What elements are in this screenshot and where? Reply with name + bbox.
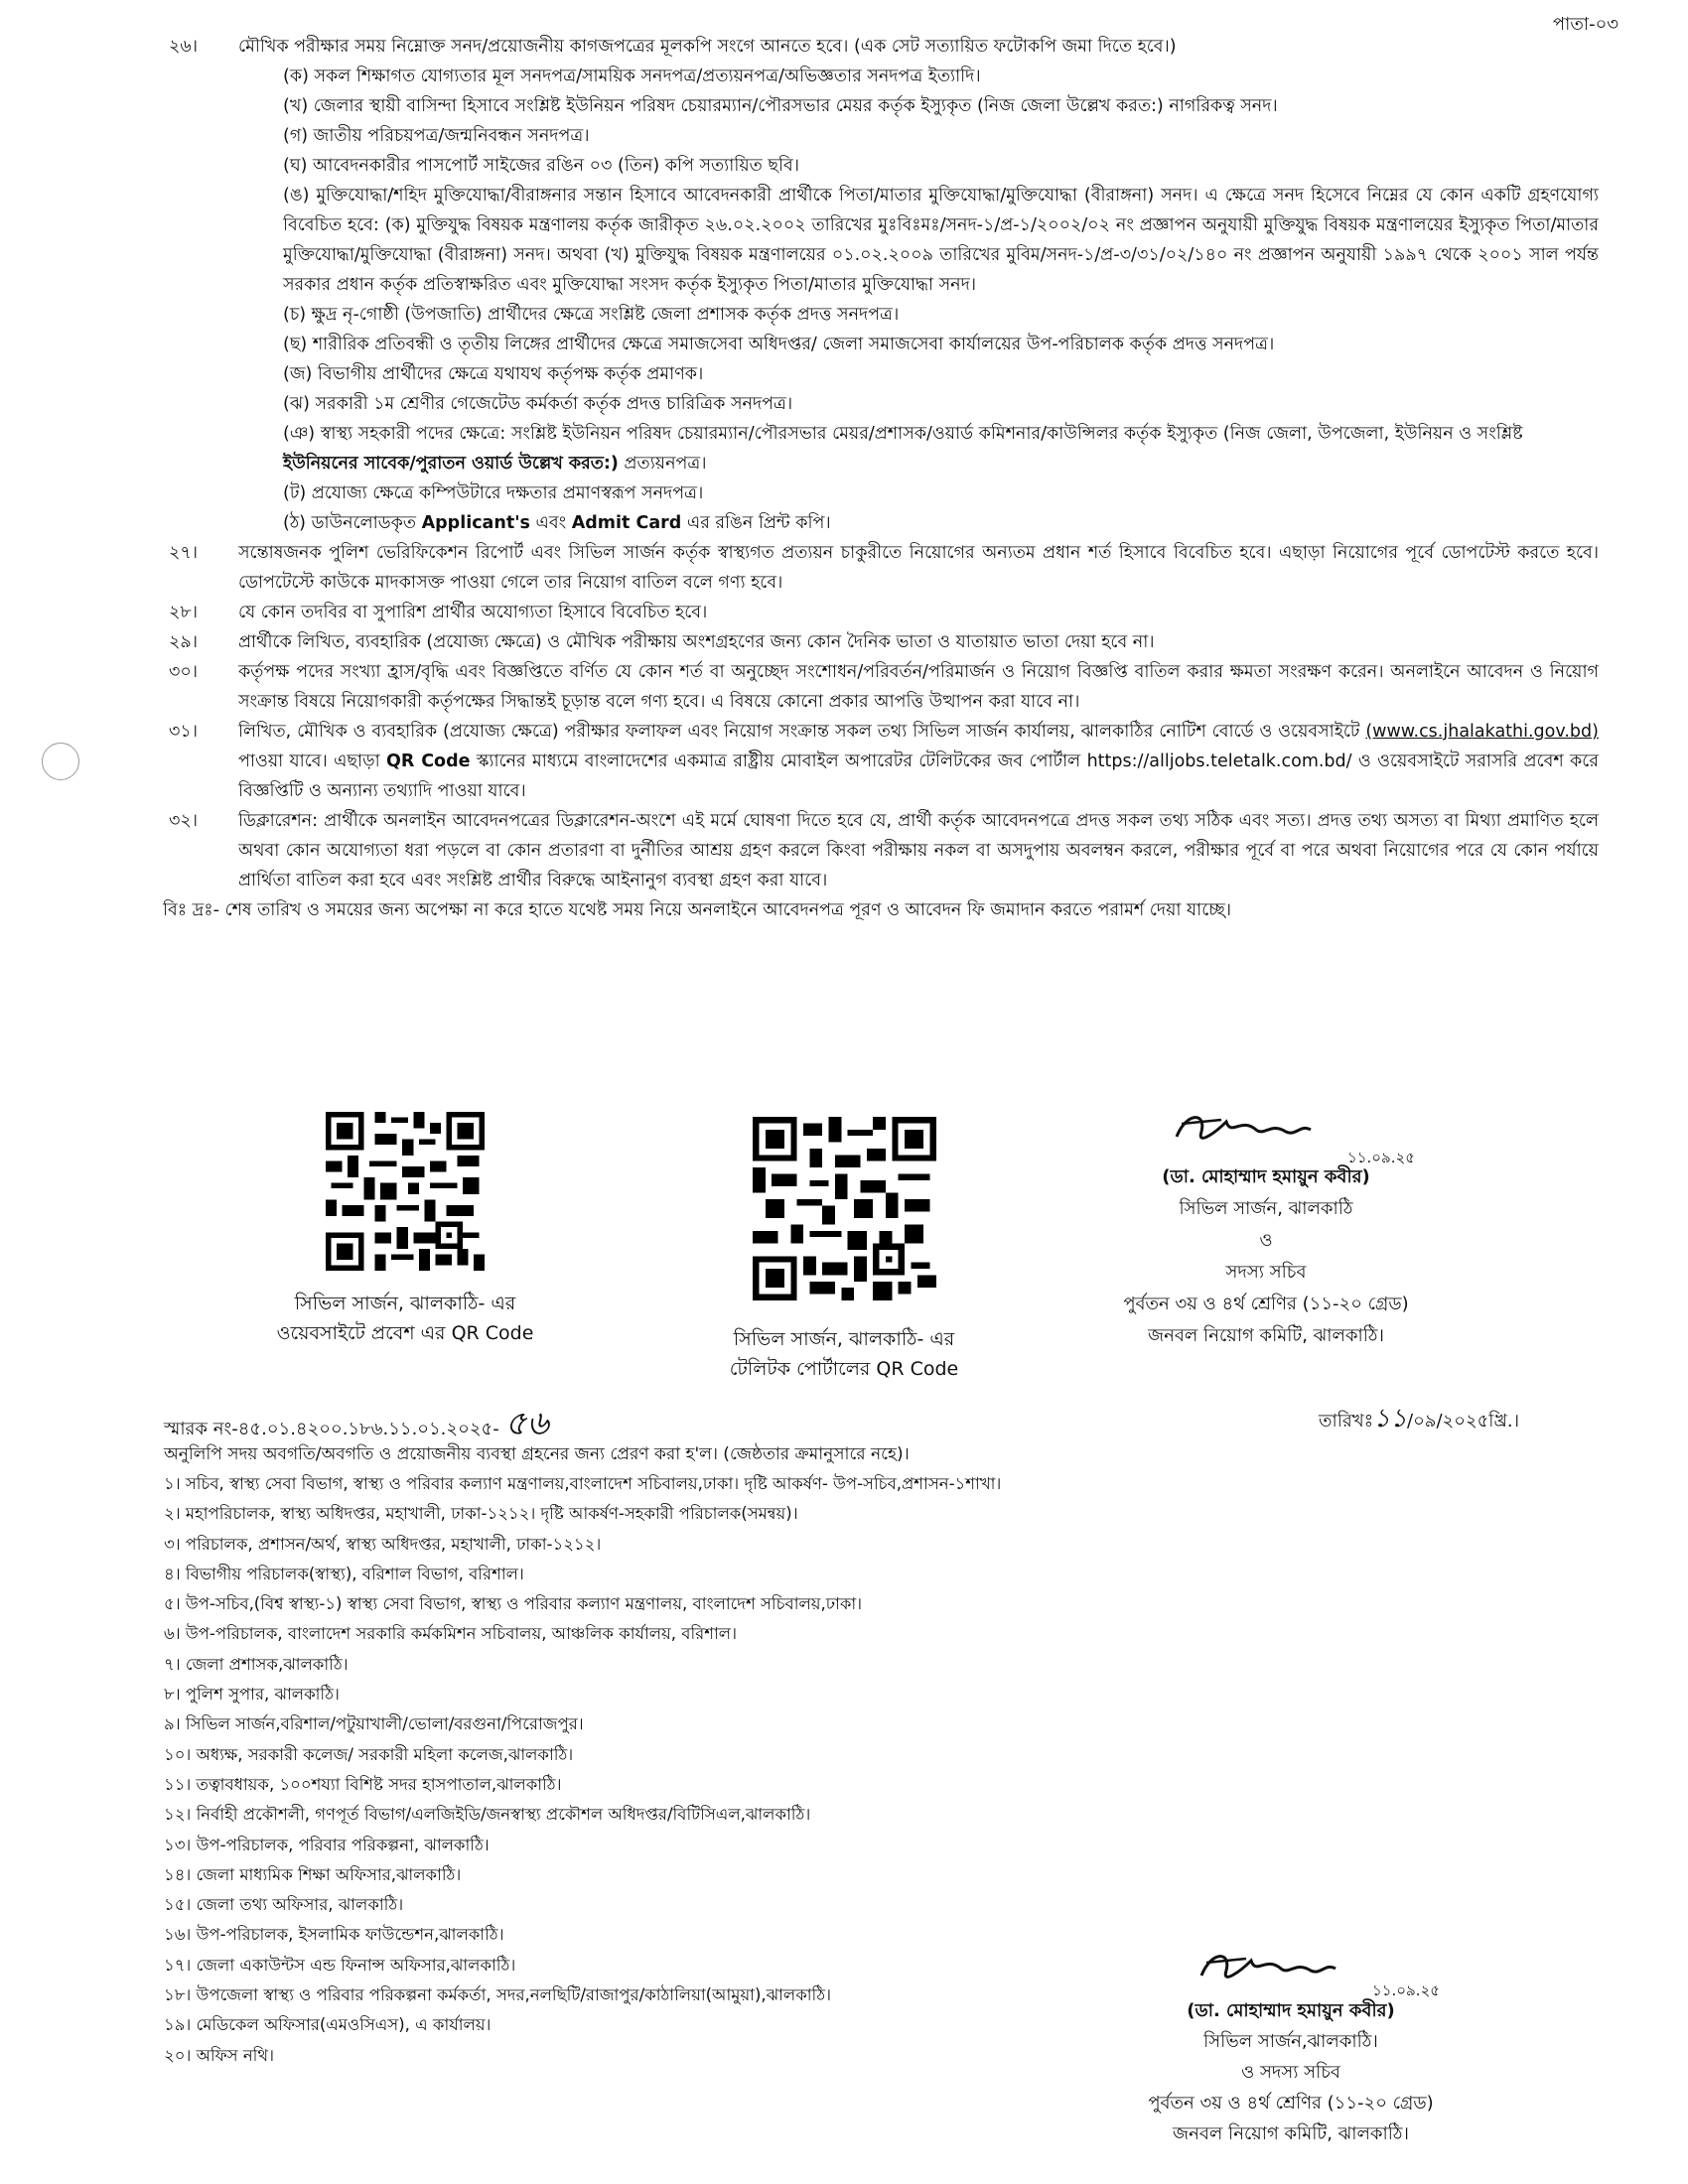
subitem-ta: (ট) প্রযোজ্য ক্ষেত্রে কম্পিউটারে দক্ষতার প্রমাণস্বরূপ সনদপত্র। (283, 483, 704, 503)
item-text (238, 717, 1599, 806)
website-link[interactable]: (www.cs.jhalakathi.gov.bd) (1365, 722, 1599, 742)
punch-hole-mark (42, 743, 79, 780)
item-text: যে কোন তদবির বা সুপারিশ প্রার্থীর অযোগ্যতা হিসাবে বিবেচিত হবে। (238, 603, 708, 622)
item-31-text-c: স্ক্যানের মাধ্যমে বাংলাদেশের একমাত্র রাষ্ট্রীয় মোবাইল অপারেটর টেলিটকের জব পোর্টাল (476, 751, 1081, 771)
item-number: ২৭। (169, 543, 199, 563)
item-31 (169, 717, 1599, 806)
cc-item: ২০। অফিস নথি। (164, 2045, 274, 2065)
subitem-ka: (ক) সকল শিক্ষাগত যোগ্যতার মূল সনদপত্র/সাময়িক সনদপত্র/প্রত্যয়নপত্র/অভিজ্ঞতার সনদপত্র ইত্যাদি। (283, 67, 981, 86)
item-number: ২৬। (169, 37, 199, 57)
subitem-kha: (খ) জেলার স্থায়ী বাসিন্দা হিসাবে সংশ্লিষ্ট ইউনিয়ন পরিষদ চেয়ারম্যান/পৌরসভার মেয়র কর্তৃক ইস্যুকৃত (নিজ জেলা উল্লেখ করত:) নাগরিকত্ব সনদ। (283, 96, 1278, 116)
item-28 (169, 598, 1599, 627)
signatory-title4: জনবল নিয়োগ কমিটি, ঝালকাঠি। (1173, 2123, 1409, 2144)
cc-item: ১১। তত্বাবধায়ক, ১০০শয্যা বিশিষ্ট সদর হাসপাতাল,ঝালকাঠি। (164, 1774, 562, 1794)
subitem-tha-end: এর রঙিন প্রিন্ট কপি। (686, 513, 831, 533)
signatory-name: (ডা. মোহাম্মাদ হমায়ুন কবীর) (1187, 2000, 1395, 2021)
item-text: ডিক্লারেশন: প্রার্থীকে অনলাইন আবেদনপত্রের ডিক্লারেশন-অংশে এই মর্মে ঘোষণা দিতে হবে যে, প্রার্থী কর্তৃক আবেদনপত্রে প্রদত্ত সকল তথ্য সঠিক এবং সত্য। প্রদত্ত তথ্য অসত্য বা মিথ্যা প্রমাণিত হলে অথবা কোন অযোগ্যতা ধরা পড়লে বা কোন প্রতারণা বা দুর্নীতির আশ্রয় গ্রহণ করলে কিংবা পরীক্ষায় নকল বা অসদুপায় অবলম্বন করলে, পরীক্ষার পূর্বে বা পরে অথবা নিয়োগের পরে যে কোন পর্যায়ে প্রার্থিতা বাতিল করা হবে এবং সংশ্লিষ্ট প্রার্থীর বিরুদ্ধে আইনানুগ ব্যবস্থা গ্রহণ করা যাবে। (238, 811, 1599, 890)
cc-item: ১২। নির্বাহী প্রকৌশলী, গণপূর্ত বিভাগ/এলজিইডি/জনস্বাস্থ্য প্রকৌশল অধিদপ্তর/বিটিসিএল,ঝালকাঠি। (164, 1805, 811, 1825)
signatory-title2: সদস্য সচিব (1225, 1262, 1307, 1283)
subitem-cha: (চ) ক্ষুদ্র নৃ-গোষ্ঠী (উপজাতি) প্রার্থীদের ক্ষেত্রে সংশ্লিষ্ট জেলা প্রশাসক কর্তৃক প্রদত্ত সনদপত্র। (283, 305, 900, 325)
date-rest: /০৯/২০২৫খ্রি.। (1407, 1411, 1519, 1432)
item-number: ২৯। (169, 632, 198, 652)
signatory-and: ও (1259, 1230, 1273, 1251)
signature-date: ১১.০৯.২৫ (1372, 1981, 1440, 1999)
subitem-ga: (গ) জাতীয় পরিচয়পত্র/জন্মনিবন্ধন সনদপত্র। (283, 126, 590, 146)
qr-block-website (256, 1112, 554, 1348)
signatory-title3: পুর্বতন ৩য় ও ৪র্থ শ্রেণির (১১-২০ গ্রেড) (1148, 2093, 1434, 2114)
subitem-tha-bold2: Admit Card (571, 513, 682, 533)
item-27 (169, 538, 1599, 598)
subitem-chha: (ছ) শারীরিক প্রতিবন্ধী ও তৃতীয় লিঙ্গের প্রার্থীদের ক্ষেত্রে সমাজসেবা অধিদপ্তর/ জেলা সমাজসেবা কার্যালয়ের উপ-পরিচালক কর্তৃক প্রদত্ত সনদপত্র। (283, 335, 1275, 354)
signature-block-bottom (1102, 1946, 1479, 2149)
subitem-nya-bold: ইউনিয়নের সাবেক/পুরাতন ওয়ার্ড উল্লেখ করত:) (283, 454, 619, 474)
qr-teletalk-caption-line2 (685, 1354, 1003, 1384)
subitem-tha-text: (ঠ) ডাউনলোডকৃত (283, 513, 417, 533)
item-number: ৩২। (169, 811, 199, 831)
signatory-name: (ডা. মোহাম্মাদ হমায়ুন কবীর) (1162, 1166, 1370, 1187)
item-31-text-d: ও ওয়েবসাইটে সরাসরি প্রবেশ করে বিজ্ঞপ্তিটি ও অন্যান্য তথ্যাদি পাওয়া যাবে। (238, 751, 1599, 801)
signatory-title1: সিভিল সার্জন,ঝালকাঠি। (1203, 2031, 1378, 2052)
signatory-and: ও সদস্য সচিব (1241, 2062, 1340, 2083)
signatory-title4: জনবল নিয়োগ কমিটি, ঝালকাঠি। (1148, 1325, 1384, 1346)
subitem-gha: (ঘ) আবেদনকারীর পাসপোর্ট সাইজের রঙিন ০৩ (তিন) কপি সত্যায়িত ছবি। (283, 156, 799, 176)
item-number: ২৮। (169, 603, 198, 622)
cc-item: ১৯। মেডিকেল অফিসার(এমওসিএস), এ কার্যালয়। (164, 2015, 492, 2035)
cc-item: ২। মহাপরিচালক, স্বাস্থ্য অধিদপ্তর, মহাখালী, ঢাকা-১২১২। দৃষ্টি আকর্ষণ-সহকারী পরিচালক(সমন্বয়)। (164, 1504, 798, 1524)
cc-item: ৬। উপ-পরিচালক, বাংলাদেশ সরকারি কর্মকমিশন সচিবালয়, আঞ্চলিক কার্যালয়, বরিশাল। (164, 1624, 737, 1644)
required-documents-list (283, 62, 1599, 538)
subitem-tha-bold: Applicant's (421, 513, 530, 533)
subitem-jha: (ঝ) সরকারী ১ম শ্রেণীর গেজেটেড কর্মকর্তা কর্তৃক প্রদত্ত চারিত্রিক সনদপত্র। (283, 394, 793, 414)
item-text: সন্তোষজনক পুলিশ ভেরিফিকেশন রিপোর্ট এবং সিভিল সার্জন কর্তৃক স্বাস্থ্যগত প্রত্যয়ন চাকুরীতে নিয়োগের অন্যতম প্রধান শর্ত হিসাবে বিবেচিত হবে। এছাড়া নিয়োগের পূর্বে ডোপটেস্ট করতে হবে। ডোপটেস্টে কাউকে মাদকাসক্ত পাওয়া গেলে তার নিয়োগ বাতিল বলে গণ্য হবে। (238, 543, 1599, 593)
cc-item: ১৬। উপ-পরিচালক, ইসলামিক ফাউন্ডেশন,ঝালকাঠি। (164, 1925, 504, 1945)
item-number: ৩১। (169, 722, 198, 742)
qr-teletalk-caption-text: টেলিটক পোর্টালের (729, 1358, 871, 1380)
cc-item: ৯। সিভিল সার্জন,বরিশাল/পটুয়াখালী/ভোলা/বরগুনা/পিরোজপুর। (164, 1714, 584, 1734)
qr-code-website-icon[interactable] (326, 1112, 485, 1271)
cc-item: ১৩। উপ-পরিচালক, পরিবার পরিকল্পনা, ঝালকাঠি। (164, 1835, 490, 1854)
date-line (1319, 1398, 1519, 1441)
item-30 (169, 657, 1599, 717)
cc-item: ৫। উপ-সচিব,(বিশ্ব স্বাস্থ্য-১) স্বাস্থ্য সেবা বিভাগ, স্বাস্থ্য ও পরিবার কল্যাণ মন্ত্রণালয়, বাংলাদেশ সচিবালয়,ঢাকা। (164, 1594, 863, 1614)
item-29 (169, 627, 1599, 657)
subitem-ja: (জ) বিভাগীয় প্রার্থীদের ক্ষেত্রে যথাযথ কর্তৃপক্ষ কর্তৃক প্রমাণক। (283, 364, 704, 384)
item-31-qr-word: QR Code (385, 751, 471, 771)
cc-intro: অনুলিপি সদয় অবগতি/অবগতি ও প্রয়োজনীয় ব্যবস্থা গ্রহনের জন্য প্রেরণ করা হ'ল। (জেষ্ঠতার ক্রমানুসারে নহে)। (164, 1444, 910, 1464)
subitem-nya (283, 419, 1599, 478)
qr-website-caption-line2 (256, 1318, 554, 1348)
item-32 (169, 806, 1599, 895)
qr-teletalk-caption-qr: QR Code (876, 1358, 959, 1380)
teletalk-link[interactable]: https://alljobs.teletalk.com.bd/ (1086, 751, 1352, 771)
item-26 (169, 32, 1599, 62)
page-number: পাতা-০৩ (1552, 14, 1618, 35)
signatory-title1: সিভিল সার্জন, ঝালকাঠি (1179, 1198, 1353, 1219)
cc-item: ৪। বিভাগীয় পরিচালক(স্বাস্থ্য), বরিশাল বিভাগ, বরিশাল। (164, 1564, 524, 1583)
item-text: মৌখিক পরীক্ষার সময় নিম্নোক্ত সনদ/প্রয়োজনীয় কাগজপত্রের মূলকপি সংগে আনতে হবে। (এক সেট সত্যায়িত ফটোকপি জমা দিতে হবে।) (238, 37, 1177, 57)
memo-prefix: স্মারক নং-৪৫.০১.৪২০০.১৮৬.১১.০১.২০২৫- (164, 1419, 499, 1439)
qr-website-caption-qr: QR Code (451, 1322, 534, 1344)
note: বিঃ দ্রঃ- শেষ তারিখ ও সময়ের জন্য অপেক্ষা না করে হাতে যথেষ্ট সময় নিয়ে অনলাইনে আবেদনপত্র পূরণ ও আবেদন ফি জমাদান করতে পরামর্শ দেয়া যাচ্ছে। (163, 900, 1232, 920)
memo-handwritten: ৫৬ (504, 1404, 549, 1443)
cc-item: ৮। পুলিশ সুপার, ঝালকাঠি। (164, 1685, 340, 1705)
subitem-nya-text: (ঞ) স্বাস্থ্য সহকারী পদের ক্ষেত্রে: সংশ্লিষ্ট ইউনিয়ন পরিষদ চেয়ারম্যান/পৌরসভার মেয়র/প্রশাসক/ওয়ার্ড কমিশনার/কাউন্সিলর কর্তৃক ইস্যুকৃত (নিজ জেলা, উপজেলা, ইউনিয়ন ও সংশ্লিষ্ট (283, 424, 1523, 444)
item-31-text-b: পাওয়া যাবে। এছাড়া (238, 751, 380, 771)
item-31-text-a: লিখিত, মৌখিক ও ব্যবহারিক (প্রযোজ্য ক্ষেত্রে) পরীক্ষার ফলাফল এবং নিয়োগ সংক্রান্ত সকল তথ্য সিভিল সার্জন কার্যালয়, ঝালকাঠির নোটিশ বোর্ডে ও ওয়েবসাইটে (238, 722, 1360, 742)
cc-item: ১৭। জেলা একাউন্টস এন্ড ফিনান্স অফিসার,ঝালকাঠি। (164, 1955, 516, 1975)
item-number: ৩০। (169, 662, 199, 682)
cc-item: ১৪। জেলা মাধ্যমিক শিক্ষা অফিসার,ঝালকাঠি। (164, 1864, 462, 1884)
cc-item: ১৮। উপজেলা স্বাস্থ্য ও পরিবার পরিকল্পনা কর্মকর্তা, সদর,নলছিটি/রাজাপুর/কাঠালিয়া(আমুয়া),ঝালকাঠি। (164, 1985, 831, 2005)
qr-block-teletalk (685, 1117, 1003, 1384)
signatory-title3: পুর্বতন ৩য় ও ৪র্থ শ্রেণির (১১-২০ গ্রেড) (1123, 1294, 1409, 1314)
cc-item: ১০। অধ্যক্ষ, সরকারী কলেজ/ সরকারী মহিলা কলেজ,ঝালকাঠি। (164, 1744, 574, 1764)
signature-block-top (1077, 1102, 1455, 1352)
qr-teletalk-caption-line1: সিভিল সার্জন, ঝালকাঠি- এর (733, 1328, 955, 1350)
subitem-umo: (ঙ) মুক্তিযোদ্ধা/শহিদ মুক্তিযোদ্ধা/বীরাঙ্গনার সন্তান হিসাবে আবেদনকারী প্রার্থীকে পিতা/মাতার মুক্তিযোদ্ধা/মুক্তিযোদ্ধা (বীরাঙ্গনা) সনদ। এ ক্ষেত্রে সনদ হিসেবে নিম্নের যে কোন একটি গ্রহণযোগ্য বিবেচিত হবে: (ক) মুক্তিযুদ্ধ বিষয়ক মন্ত্রণালয় কর্তৃক জারীকৃত ২৬.০২.২০০২ তারিখের মুঃবিঃমঃ/সনদ-১/প্র-১/২০০২/০২ নং প্রজ্ঞাপন অনুযায়ী মুক্তিযুদ্ধ বিষয়ক মন্ত্রণালয়ের ইস্যুকৃত পিতা/মাতার মুক্তিযোদ্ধা/মুক্তিযোদ্ধা (বীরাঙ্গনা) সনদ। অথবা (খ) মুক্তিযুদ্ধ বিষয়ক মন্ত্রণালয়ের ০১.০২.২০০৯ তারিখের মুবিম/সনদ-১/প্র-৩/৩১/০২/১৪০ নং প্রজ্ঞাপন অনুযায়ী ১৯৯৭ থেকে ২০০১ সাল পর্যন্ত সরকার প্রধান কর্তৃক প্রতিস্বাক্ষরিত এবং মুক্তিযোদ্ধা সংসদ কর্তৃক ইস্যুকৃত পিতা/মাতার মুক্তিযোদ্ধা সনদ। (283, 186, 1599, 295)
subitem-tha (283, 508, 1599, 538)
cc-item: ৩। পরিচালক, প্রশাসন/অর্থ, স্বাস্থ্য অধিদপ্তর, মহাখালী, ঢাকা-১২১২। (164, 1534, 602, 1554)
qr-code-teletalk-icon[interactable] (753, 1117, 936, 1300)
copy-distribution-list (164, 1469, 1001, 2071)
subitem-nya-end: প্রত্যয়নপত্র। (624, 454, 707, 474)
date-handwritten: ১১ (1373, 1404, 1407, 1433)
qr-website-caption-text: ওয়েবসাইটে প্রবেশ এর (276, 1322, 446, 1344)
date-label: তারিখঃ (1319, 1411, 1374, 1432)
conditions-list (163, 32, 1599, 925)
signature-date: ১১.০৯.২৫ (1347, 1149, 1415, 1166)
item-text: প্রার্থীকে লিখিত, ব্যবহারিক (প্রযোজ্য ক্ষেত্রে) ও মৌখিক পরীক্ষায় অংশগ্রহণের জন্য কোন দৈনিক ভাতা ও যাতায়াত ভাতা দেয়া হবে না। (238, 632, 1155, 652)
cc-item: ৭। জেলা প্রশাসক,ঝালকাঠি। (164, 1654, 349, 1674)
subitem-tha-and: এবং (535, 513, 567, 533)
item-text: কর্তৃপক্ষ পদের সংখ্যা হ্রাস/বৃদ্ধি এবং বিজ্ঞপ্তিতে বর্ণিত যে কোন শর্ত বা অনুচ্ছেদ সংশোধন/পরিবর্তন/পরিমার্জন ও নিয়োগ বিজ্ঞপ্তি বাতিল করার ক্ষমতা সংরক্ষণ করেন। অনলাইনে আবেদন ও নিয়োগ সংক্রান্ত বিষয়ে নিয়োগকারী কর্তৃপক্ষের সিদ্ধান্তই চূড়ান্ত বলে গণ্য হবে। এ বিষয়ে কোনো প্রকার আপত্তি উত্থাপন করা যাবে না। (238, 662, 1599, 712)
cc-item: ১৫। জেলা তথ্য অফিসার, ঝালকাঠি। (164, 1895, 404, 1915)
qr-website-caption-line1: সিভিল সার্জন, ঝালকাঠি- এর (294, 1293, 516, 1314)
cc-item: ১। সচিব, স্বাস্থ্য সেবা বিভাগ, স্বাস্থ্য ও পরিবার কল্যাণ মন্ত্রণালয়,বাংলাদেশ সচিবালয়,ঢাকা। দৃষ্টি আকর্ষণ- উপ-সচিব,প্রশাসন-১শাখা। (164, 1474, 1002, 1493)
